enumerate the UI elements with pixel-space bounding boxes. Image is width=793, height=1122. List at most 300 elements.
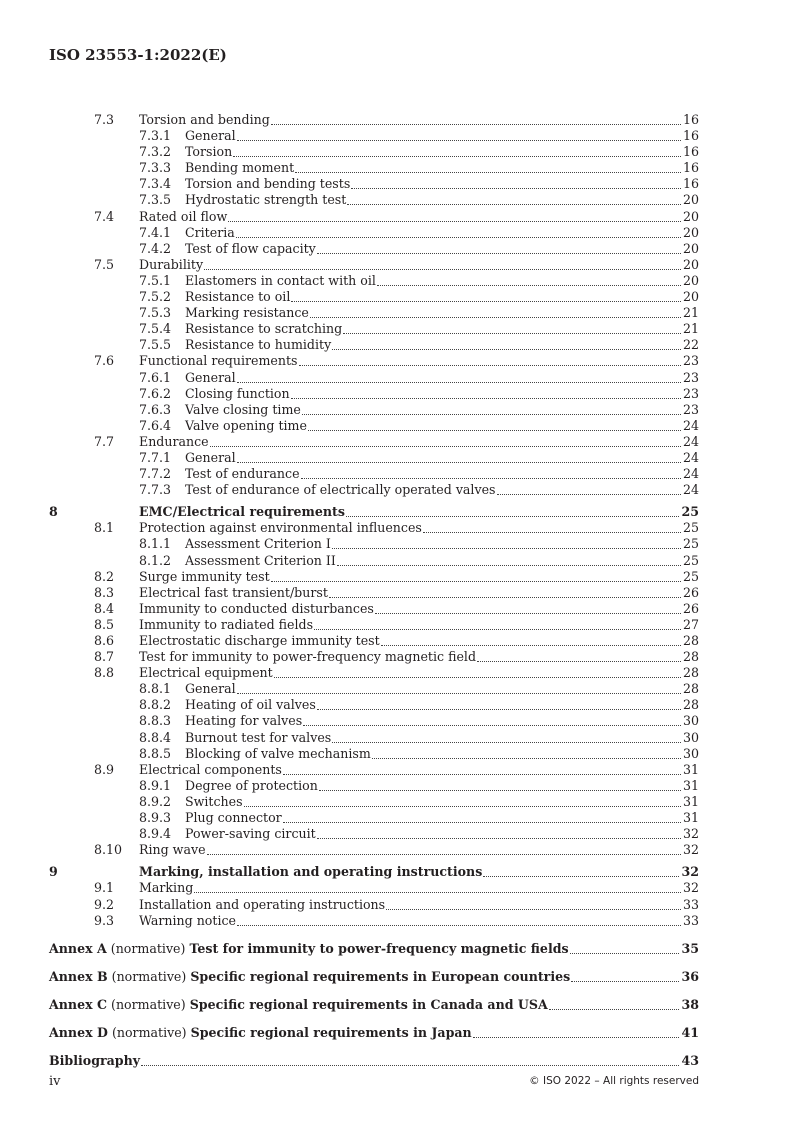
- annex-type: (normative): [111, 996, 186, 1012]
- toc-entry-title-text: EMC/Electrical requirements: [139, 504, 345, 520]
- toc-entry[interactable]: [49, 810, 699, 826]
- toc-entry-page: 26: [682, 600, 699, 616]
- toc-entry-page: 28: [682, 633, 699, 648]
- toc-entry-number: 7.6.3: [139, 401, 172, 417]
- toc-entry-number: 7.5.1: [139, 272, 172, 288]
- toc-entry-title-text: Heating of oil valves: [185, 697, 316, 713]
- toc-entry-title-text: Warning notice: [139, 912, 236, 928]
- toc-entry-number: 9.2: [94, 896, 115, 912]
- toc-entry-page: 31: [682, 777, 699, 793]
- toc-entry-page: 20: [682, 289, 699, 305]
- toc-entry-page: 30: [682, 745, 699, 761]
- toc-entry-page: 32: [682, 842, 699, 858]
- toc-entry-title: [49, 520, 699, 536]
- toc-leader-dots: [237, 381, 681, 383]
- toc-entry[interactable]: [49, 897, 699, 913]
- toc-entry-title: [49, 504, 699, 520]
- toc-entry-page: 16: [682, 128, 699, 144]
- toc-leader-dots: [291, 300, 681, 302]
- toc-entry-title-text: Electrical fast transient/burst: [139, 584, 328, 600]
- annex-page: 43: [681, 1052, 699, 1068]
- toc-entry-title-text: Test of endurance: [185, 466, 300, 482]
- toc-entry-title-text: Resistance to oil: [185, 289, 291, 305]
- toc-entry-page: 20: [682, 240, 699, 256]
- toc-entry[interactable]: [49, 418, 699, 434]
- annex-heading: [49, 1025, 472, 1041]
- toc-leader-dots: [210, 445, 681, 447]
- toc-leader-dots: [237, 924, 681, 926]
- toc-leader-dots: [473, 1036, 680, 1038]
- toc-leader-dots: [347, 203, 681, 205]
- toc-entry-page: 25: [682, 568, 699, 584]
- toc-entry-title-text: Electrical equipment: [139, 665, 273, 681]
- toc-annex-entry[interactable]: [49, 1025, 699, 1041]
- copyright-notice: © ISO 2022 – All rights reserved: [529, 1075, 699, 1087]
- toc-entry-number: 7.6.4: [139, 417, 172, 433]
- toc-entry[interactable]: [49, 225, 699, 241]
- toc-entry-page: 33: [682, 912, 699, 928]
- toc-entry-title-text: Durability: [139, 256, 204, 272]
- toc-entry-number: 8.2: [94, 568, 115, 584]
- toc-entry-number: 7.5.2: [139, 289, 172, 305]
- annex-label: Annex A: [49, 940, 107, 956]
- toc-entry-number: 7.3: [94, 112, 115, 127]
- toc-entry[interactable]: [49, 649, 699, 665]
- toc-entry[interactable]: [49, 128, 699, 144]
- toc-entry-number: 7.7.3: [139, 482, 172, 498]
- toc-entry-title-text: Immunity to radiated fields: [139, 616, 314, 632]
- toc-leader-dots: [343, 332, 681, 334]
- toc-entry[interactable]: [49, 482, 699, 498]
- toc-entry-title-text: Closing function: [185, 385, 290, 401]
- toc-entry-page: 20: [682, 208, 699, 224]
- toc-leader-dots: [237, 139, 681, 141]
- toc-entry-number: 8.8.1: [139, 681, 172, 697]
- toc-entry[interactable]: [49, 864, 699, 880]
- toc-entry[interactable]: [49, 370, 699, 386]
- annex-type: (normative): [111, 1024, 187, 1040]
- toc-entry-page: 21: [682, 321, 699, 337]
- toc-entry-number: 9: [49, 864, 58, 880]
- toc-entry[interactable]: [49, 209, 699, 225]
- toc-entry[interactable]: [49, 665, 699, 681]
- toc-entry-title: [49, 257, 699, 273]
- toc-entry[interactable]: [49, 794, 699, 810]
- toc-entry-number: 8.5: [94, 616, 115, 632]
- toc-leader-dots: [274, 676, 681, 678]
- toc-annex-entry[interactable]: [49, 997, 699, 1013]
- toc-leader-dots: [308, 429, 681, 431]
- toc-entry-number: 8.8.3: [139, 713, 172, 729]
- toc-entry-title: [49, 913, 699, 929]
- toc-entry-title: [49, 585, 699, 601]
- toc-entry[interactable]: [49, 434, 699, 450]
- annex-gap: [49, 985, 699, 997]
- toc-entry-number: 7.5.4: [139, 321, 172, 337]
- toc-entry-title-text: General: [185, 449, 236, 465]
- toc-entry-number: 7.7.1: [139, 449, 172, 465]
- annex-gap: [49, 957, 699, 969]
- toc-entry-title: [49, 569, 699, 585]
- annex-label: Annex C: [49, 996, 108, 1012]
- toc-entry-page: 23: [682, 369, 699, 385]
- toc-entry[interactable]: [49, 305, 699, 321]
- toc-entry-page: 26: [682, 584, 699, 600]
- toc-entry-title: [49, 112, 699, 128]
- toc-entry-number: 7.5.5: [139, 337, 172, 353]
- toc-entry-number: 7.4.1: [139, 224, 172, 240]
- toc-entry-number: 8.9.3: [139, 810, 172, 826]
- toc-entry[interactable]: [49, 880, 699, 896]
- toc-entry-page: 24: [682, 466, 699, 482]
- toc-leader-dots: [271, 580, 681, 582]
- toc-leader-dots: [483, 875, 679, 877]
- toc-entry[interactable]: [49, 826, 699, 842]
- toc-annex-entry[interactable]: [49, 941, 699, 957]
- toc-entry-page: 31: [682, 793, 699, 809]
- toc-entry-page: 20: [682, 256, 699, 272]
- toc-leader-dots: [386, 908, 681, 910]
- annex-page: 38: [681, 996, 699, 1012]
- toc-entry[interactable]: [49, 633, 699, 649]
- toc-entry[interactable]: [49, 321, 699, 337]
- toc-entry-number: 9.1: [94, 880, 115, 896]
- toc-entry[interactable]: [49, 337, 699, 353]
- toc-entry-title: [49, 665, 699, 681]
- toc-entry-number: 8.8.2: [139, 697, 172, 713]
- toc-entry-number: 8.1.2: [139, 552, 172, 568]
- toc-entry[interactable]: [49, 913, 699, 929]
- toc-entry-title: [49, 434, 699, 450]
- toc-entry-title: [49, 842, 699, 858]
- toc-entry-page: 23: [682, 385, 699, 401]
- toc-entry-title-text: Resistance to humidity: [185, 337, 332, 353]
- toc-leader-dots: [194, 891, 681, 893]
- toc-entry-title-text: General: [185, 681, 236, 697]
- toc-entry-title-text: General: [185, 369, 236, 385]
- toc-entry[interactable]: [49, 450, 699, 466]
- toc-leader-dots: [332, 547, 681, 549]
- toc-entry-title-text: Burnout test for valves: [185, 729, 332, 745]
- toc-entry[interactable]: [49, 617, 699, 633]
- toc-entry-title-text: Torsion: [185, 144, 233, 160]
- toc-entry-number: 7.7: [94, 433, 115, 449]
- toc-entry-number: 7.3.4: [139, 176, 172, 192]
- annex-label: Annex D: [49, 1024, 108, 1040]
- toc-entry-page: 32: [682, 826, 699, 842]
- toc-entry-page: 28: [682, 665, 699, 681]
- toc-entry[interactable]: [49, 681, 699, 697]
- annex-title: Test for immunity to power-frequency magnetic fields: [189, 940, 569, 956]
- toc-entry-title: [49, 209, 699, 225]
- toc-entry-number: 8.8.5: [139, 745, 172, 761]
- toc-entry-title-text: Marking, installation and operating instructions: [139, 864, 483, 880]
- annex-page: 41: [681, 1024, 699, 1040]
- toc-leader-dots: [477, 660, 681, 662]
- toc-entry[interactable]: [49, 112, 699, 128]
- page-number-roman: iv: [49, 1074, 61, 1089]
- toc-entry[interactable]: [49, 160, 699, 176]
- toc-entry[interactable]: [49, 353, 699, 369]
- annex-title: Specific regional requirements in European countries: [190, 968, 571, 984]
- toc-entry-title-text: Valve closing time: [185, 401, 301, 417]
- toc-leader-dots: [283, 821, 681, 823]
- toc-leader-dots: [314, 628, 681, 630]
- toc-entry-number: 7.3.3: [139, 160, 172, 176]
- toc-leader-dots: [236, 236, 681, 238]
- toc-entry-page: 31: [682, 761, 699, 777]
- toc-leader-dots: [271, 123, 681, 125]
- toc-entry[interactable]: [49, 697, 699, 713]
- toc-entry-number: 7.5.3: [139, 305, 172, 321]
- toc-entry[interactable]: [49, 402, 699, 418]
- annex-title: Specific regional requirements in Canada and USA: [189, 996, 548, 1012]
- toc-entry-page: 32: [682, 880, 699, 896]
- toc-entry-title-text: Criteria: [185, 224, 235, 240]
- toc-entry-page: 25: [681, 504, 699, 520]
- annex-heading: [49, 997, 548, 1013]
- toc-leader-dots: [377, 284, 681, 286]
- toc-entry-title-text: Electrostatic discharge immunity test: [139, 633, 380, 648]
- toc-annex-entry[interactable]: [49, 969, 699, 985]
- toc-entry-title-text: Degree of protection: [185, 777, 318, 793]
- toc-entry-title: [49, 864, 699, 880]
- toc-entry-title: [49, 880, 699, 896]
- toc-entry-title: [49, 649, 699, 665]
- toc-leader-dots: [207, 853, 681, 855]
- toc-entry-title-text: Surge immunity test: [139, 568, 270, 584]
- toc-entry-title: [49, 617, 699, 633]
- toc-entry-number: 7.4.2: [139, 240, 172, 256]
- toc-entry-title-text: Valve opening time: [185, 417, 307, 433]
- toc-entry[interactable]: [49, 504, 699, 520]
- toc-entry-title-text: Functional requirements: [139, 353, 298, 369]
- toc-entry[interactable]: [49, 257, 699, 273]
- toc-leader-dots: [319, 789, 681, 791]
- toc-leader-dots: [291, 397, 681, 399]
- toc-leader-dots: [317, 837, 681, 839]
- annex-heading: [49, 969, 570, 985]
- toc-entry-number: 8.9: [94, 761, 115, 777]
- toc-entry-page: 16: [682, 112, 699, 127]
- annex-gap: [49, 929, 699, 941]
- annex-gap: [49, 1041, 699, 1053]
- toc-entry[interactable]: [49, 746, 699, 762]
- toc-entry-title-text: Torsion and bending tests: [185, 176, 351, 192]
- toc-entry-title-text: Protection against environmental influences: [139, 520, 422, 536]
- toc-entry[interactable]: [49, 713, 699, 729]
- toc-entry-title: [49, 762, 699, 778]
- toc-leader-dots: [332, 741, 681, 743]
- toc-entry-page: 22: [682, 337, 699, 353]
- annex-type: (normative): [110, 940, 186, 956]
- toc-entry[interactable]: [49, 730, 699, 746]
- toc-leader-dots: [310, 316, 681, 318]
- toc-entry[interactable]: [49, 241, 699, 257]
- toc-entry-page: 25: [682, 552, 699, 568]
- toc-entry[interactable]: [49, 585, 699, 601]
- toc-entry[interactable]: [49, 273, 699, 289]
- toc-entry-title-text: Endurance: [139, 433, 209, 449]
- toc-entry-page: 16: [682, 160, 699, 176]
- toc-entry-number: 7.3.5: [139, 192, 172, 208]
- toc-entry[interactable]: [49, 386, 699, 402]
- toc-entry-title-text: Torsion and bending: [139, 112, 270, 127]
- toc-leader-dots: [549, 1008, 680, 1010]
- toc-entry-number: 8.6: [94, 633, 115, 648]
- toc-entry-title-text: General: [185, 128, 236, 144]
- toc-entry[interactable]: [49, 192, 699, 208]
- toc-entry-title-text: Assessment Criterion I: [185, 536, 331, 552]
- toc-leader-dots: [317, 252, 681, 254]
- toc-entry[interactable]: [49, 842, 699, 858]
- toc-leader-dots: [329, 596, 681, 598]
- annex-heading: [49, 941, 569, 957]
- toc-entry-title-text: Installation and operating instructions: [139, 896, 386, 912]
- toc-entry[interactable]: [49, 762, 699, 778]
- toc-entry-title-text: Assessment Criterion II: [185, 552, 336, 568]
- toc-leader-dots: [346, 515, 680, 517]
- annex-page: 35: [681, 940, 699, 956]
- toc-entry-page: 33: [682, 896, 699, 912]
- annex-title: Specific regional requirements in Japan: [190, 1024, 472, 1040]
- toc-entry-page: 16: [682, 144, 699, 160]
- toc-entry[interactable]: [49, 601, 699, 617]
- toc-leader-dots: [381, 644, 681, 646]
- toc-leader-dots: [244, 805, 681, 807]
- toc-leader-dots: [228, 220, 681, 222]
- toc-entry-number: 7.6.1: [139, 369, 172, 385]
- toc-entry-title-text: Hydrostatic strength test: [185, 192, 347, 208]
- toc-entry-title-text: Power-saving circuit: [185, 826, 316, 842]
- toc-leader-dots: [283, 773, 681, 775]
- toc-entry-number: 8.9.1: [139, 777, 172, 793]
- toc-entry-page: 20: [682, 224, 699, 240]
- toc-leader-dots: [317, 708, 681, 710]
- toc-entry-page: 20: [682, 192, 699, 208]
- toc-entry-title-text: Test for immunity to power-frequency magnetic field: [139, 649, 477, 665]
- toc-entry[interactable]: [49, 466, 699, 482]
- annex-gap: [49, 1013, 699, 1025]
- toc-leader-dots: [372, 757, 681, 759]
- toc-entry-title-text: Marking resistance: [185, 305, 309, 321]
- toc-entry-title-text: Rated oil flow: [139, 208, 228, 224]
- table-of-contents: [49, 112, 699, 1069]
- toc-entry-number: 8.8.4: [139, 729, 172, 745]
- toc-entry-title-text: Ring wave: [139, 842, 206, 858]
- toc-leader-dots: [303, 724, 681, 726]
- toc-entry-page: 32: [681, 864, 699, 880]
- toc-entry-number: 7.4: [94, 208, 115, 224]
- toc-entry-page: 24: [682, 482, 699, 498]
- toc-entry-page: 27: [682, 616, 699, 632]
- toc-leader-dots: [375, 612, 681, 614]
- toc-entry-number: 9.3: [94, 912, 115, 928]
- toc-entry-title-text: Test of endurance of electrically operated valves: [185, 482, 496, 498]
- toc-annex-entry[interactable]: [49, 1053, 699, 1069]
- toc-entry-title-text: Bending moment: [185, 160, 295, 176]
- toc-leader-dots: [237, 461, 681, 463]
- toc-entry-page: 30: [682, 729, 699, 745]
- annex-label: Bibliography: [49, 1052, 141, 1068]
- toc-leader-dots: [141, 1064, 679, 1066]
- toc-entry-page: 23: [682, 353, 699, 369]
- toc-entry-title-text: Switches: [185, 793, 243, 809]
- toc-entry-number: 8.8: [94, 665, 115, 681]
- toc-entry[interactable]: [49, 289, 699, 305]
- toc-entry-number: 8.4: [94, 600, 115, 616]
- toc-entry-page: 25: [682, 520, 699, 536]
- toc-entry-title: [49, 353, 699, 369]
- toc-entry-number: 8.1.1: [139, 536, 172, 552]
- toc-entry-page: 24: [682, 449, 699, 465]
- toc-leader-dots: [332, 348, 681, 350]
- toc-entry-number: 7.7.2: [139, 466, 172, 482]
- toc-entry[interactable]: [49, 144, 699, 160]
- annex-heading: [49, 1053, 140, 1069]
- toc-entry-title-text: Immunity to conducted disturbances: [139, 600, 374, 616]
- toc-entry-number: 7.3.1: [139, 128, 172, 144]
- toc-entry-title-text: Resistance to scratching: [185, 321, 343, 337]
- toc-leader-dots: [302, 413, 681, 415]
- toc-entry-number: 8.10: [94, 842, 123, 858]
- toc-entry-number: 8.9.2: [139, 793, 172, 809]
- toc-entry-number: 8: [49, 504, 58, 520]
- toc-entry-number: 8.3: [94, 584, 115, 600]
- toc-entry[interactable]: [49, 778, 699, 794]
- toc-entry-page: 30: [682, 713, 699, 729]
- toc-leader-dots: [299, 364, 681, 366]
- toc-entry-page: 16: [682, 176, 699, 192]
- toc-entry-page: 28: [682, 649, 699, 665]
- toc-leader-dots: [423, 531, 681, 533]
- toc-entry-number: 7.6: [94, 353, 115, 369]
- toc-entry[interactable]: [49, 176, 699, 192]
- toc-leader-dots: [204, 268, 681, 270]
- toc-entry-number: 8.9.4: [139, 826, 172, 842]
- toc-entry-title-text: Blocking of valve mechanism: [185, 745, 371, 761]
- toc-entry[interactable]: [49, 569, 699, 585]
- toc-entry-page: 24: [682, 417, 699, 433]
- toc-entry-title-text: Electrical components: [139, 761, 282, 777]
- toc-entry-page: 28: [682, 681, 699, 697]
- toc-leader-dots: [301, 477, 681, 479]
- toc-entry-title: [49, 601, 699, 617]
- toc-entry-number: 7.5: [94, 256, 115, 272]
- toc-entry-title-text: Test of flow capacity: [185, 240, 316, 256]
- toc-leader-dots: [351, 187, 681, 189]
- toc-entry-number: 7.3.2: [139, 144, 172, 160]
- toc-entry-number: 8.1: [94, 520, 115, 536]
- toc-leader-dots: [237, 692, 681, 694]
- annex-type: (normative): [111, 968, 187, 984]
- toc-entry-page: 25: [682, 536, 699, 552]
- toc-entry[interactable]: [49, 520, 699, 536]
- document-id-header: ISO 23553-1:2022(E): [49, 46, 227, 64]
- toc-leader-dots: [570, 952, 680, 954]
- toc-entry-title-text: Plug connector: [185, 810, 282, 826]
- annex-page: 36: [681, 968, 699, 984]
- toc-leader-dots: [497, 493, 681, 495]
- toc-entry[interactable]: [49, 553, 699, 569]
- toc-entry-number: 7.6.2: [139, 385, 172, 401]
- toc-leader-dots: [295, 171, 681, 173]
- toc-entry-page: 21: [682, 305, 699, 321]
- toc-entry-title: [49, 633, 699, 649]
- toc-entry[interactable]: [49, 536, 699, 552]
- toc-leader-dots: [337, 564, 681, 566]
- toc-entry-page: 23: [682, 401, 699, 417]
